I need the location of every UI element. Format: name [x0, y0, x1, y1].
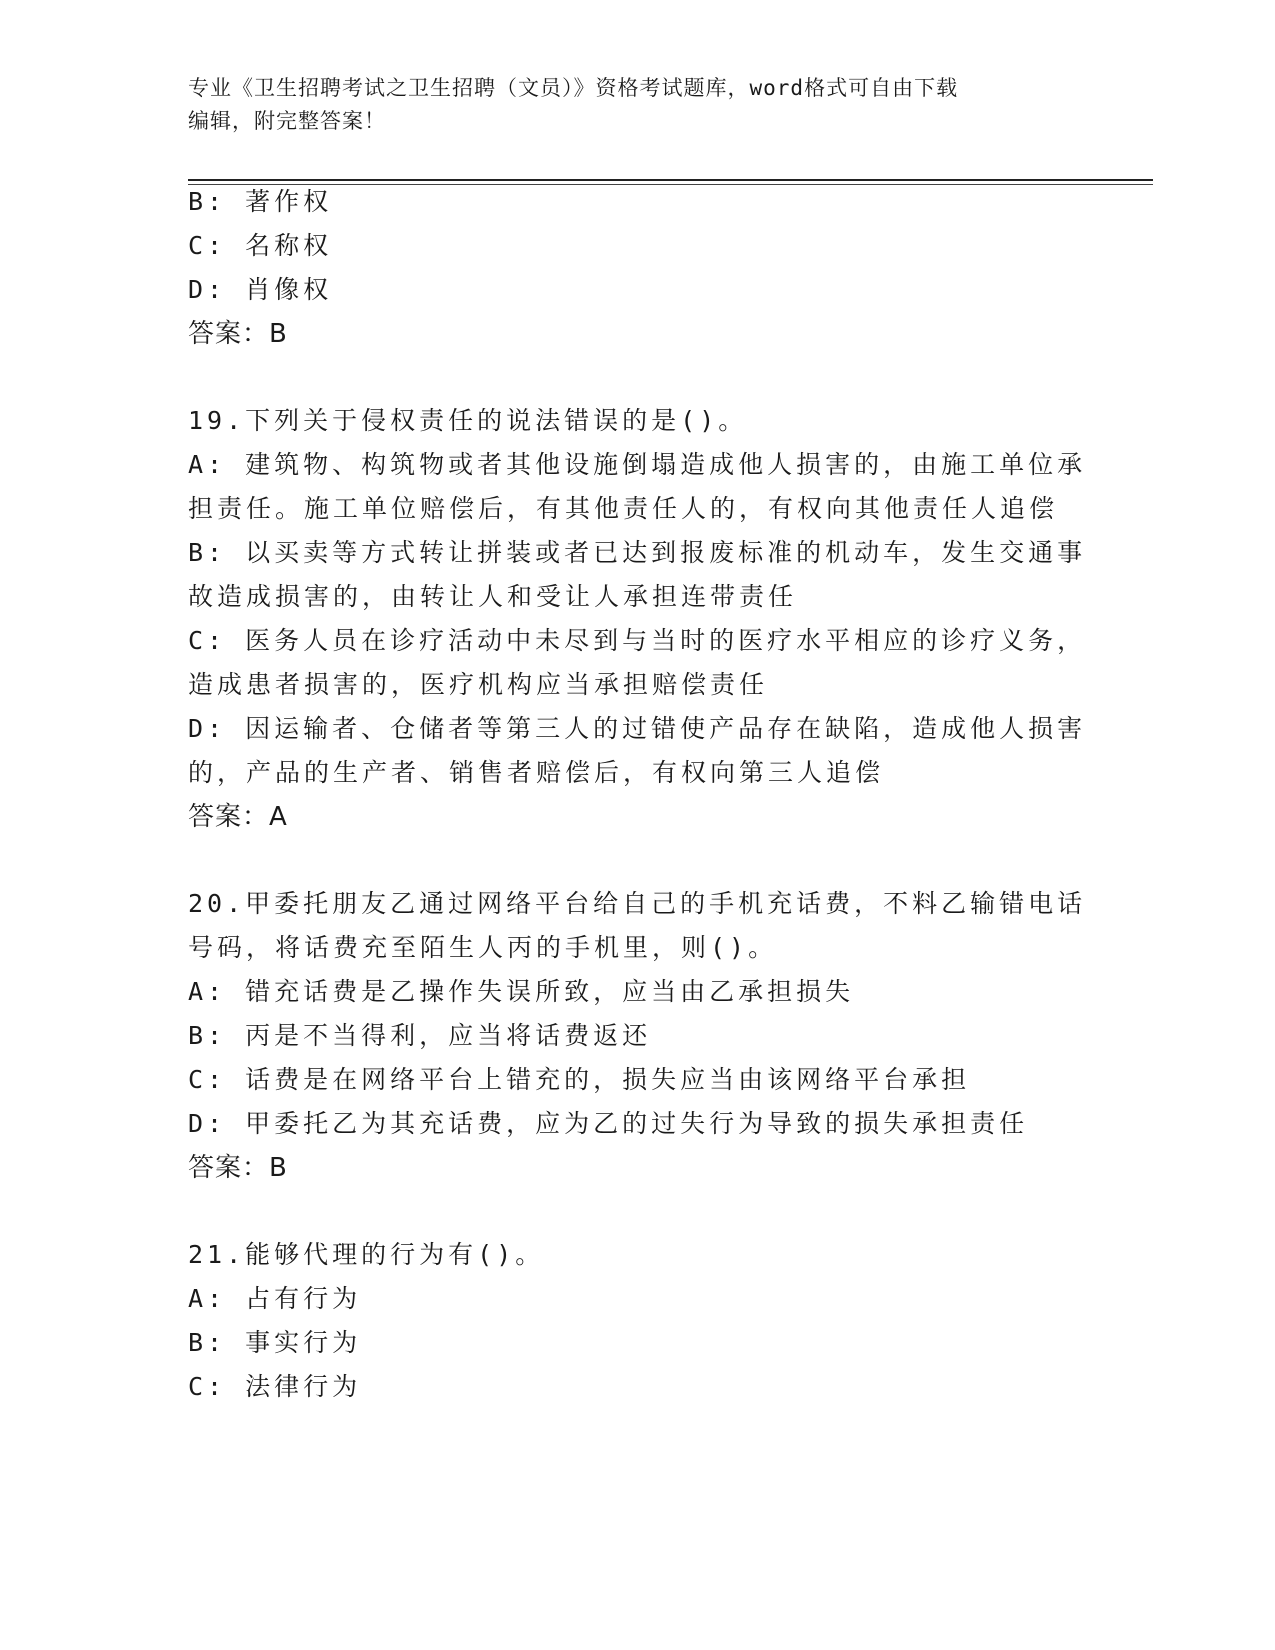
q20-stem-line-1: 20.甲委托朋友乙通过网络平台给自己的手机充话费，不料乙输错电话 — [188, 889, 1087, 918]
header-line-1: 专业《卫生招聘考试之卫生招聘（文员）》资格考试题库，word格式可自由下载 — [188, 76, 959, 100]
q19-answer: 答案：A — [188, 802, 288, 832]
page-header — [188, 72, 1088, 138]
q19-stem: 19.下列关于侵权责任的说法错误的是()。 — [188, 406, 748, 435]
q19-option-a-line-2: 担责任。施工单位赔偿后，有其他责任人的，有权向其他责任人追偿 — [188, 494, 1059, 523]
header-divider-thick — [188, 179, 1153, 181]
q19-option-b-line-1: B: 以买卖等方式转让拼装或者已达到报废标准的机动车，发生交通事 — [188, 538, 1087, 567]
q19-option-d-line-2: 的，产品的生产者、销售者赔偿后，有权向第三人追偿 — [188, 758, 885, 787]
q19-option-c-line-1: C: 医务人员在诊疗活动中未尽到与当时的医疗水平相应的诊疗义务， — [188, 626, 1087, 655]
q21-option-a: A: 占有行为 — [188, 1284, 362, 1313]
header-divider-thin — [188, 184, 1153, 185]
q19-option-c-line-2: 造成患者损害的，医疗机构应当承担赔偿责任 — [188, 670, 769, 699]
q19-option-d-line-1: D: 因运输者、仓储者等第三人的过错使产品存在缺陷，造成他人损害 — [188, 714, 1087, 743]
q20-stem-line-2: 号码，将话费充至陌生人丙的手机里，则()。 — [188, 933, 778, 962]
q18-option-b: B: 著作权 — [188, 187, 333, 216]
q20-answer: 答案：B — [188, 1153, 288, 1183]
q18-answer: 答案：B — [188, 319, 288, 349]
q20-option-b: B: 丙是不当得利，应当将话费返还 — [188, 1021, 652, 1050]
q21-option-b: B: 事实行为 — [188, 1328, 362, 1357]
q19-option-b-line-2: 故造成损害的，由转让人和受让人承担连带责任 — [188, 582, 798, 611]
q20-option-d: D: 甲委托乙为其充话费，应为乙的过失行为导致的损失承担责任 — [188, 1109, 1029, 1138]
header-line-2: 编辑，附完整答案！ — [188, 109, 386, 133]
q21-stem: 21.能够代理的行为有()。 — [188, 1240, 545, 1269]
q19-option-a-line-1: A: 建筑物、构筑物或者其他设施倒塌造成他人损害的，由施工单位承 — [188, 450, 1087, 479]
q18-option-c: C: 名称权 — [188, 231, 333, 260]
q18-option-d: D: 肖像权 — [188, 275, 333, 304]
q20-option-c: C: 话费是在网络平台上错充的，损失应当由该网络平台承担 — [188, 1065, 971, 1094]
q21-option-c: C: 法律行为 — [188, 1372, 362, 1401]
q20-option-a: A: 错充话费是乙操作失误所致，应当由乙承担损失 — [188, 977, 855, 1006]
